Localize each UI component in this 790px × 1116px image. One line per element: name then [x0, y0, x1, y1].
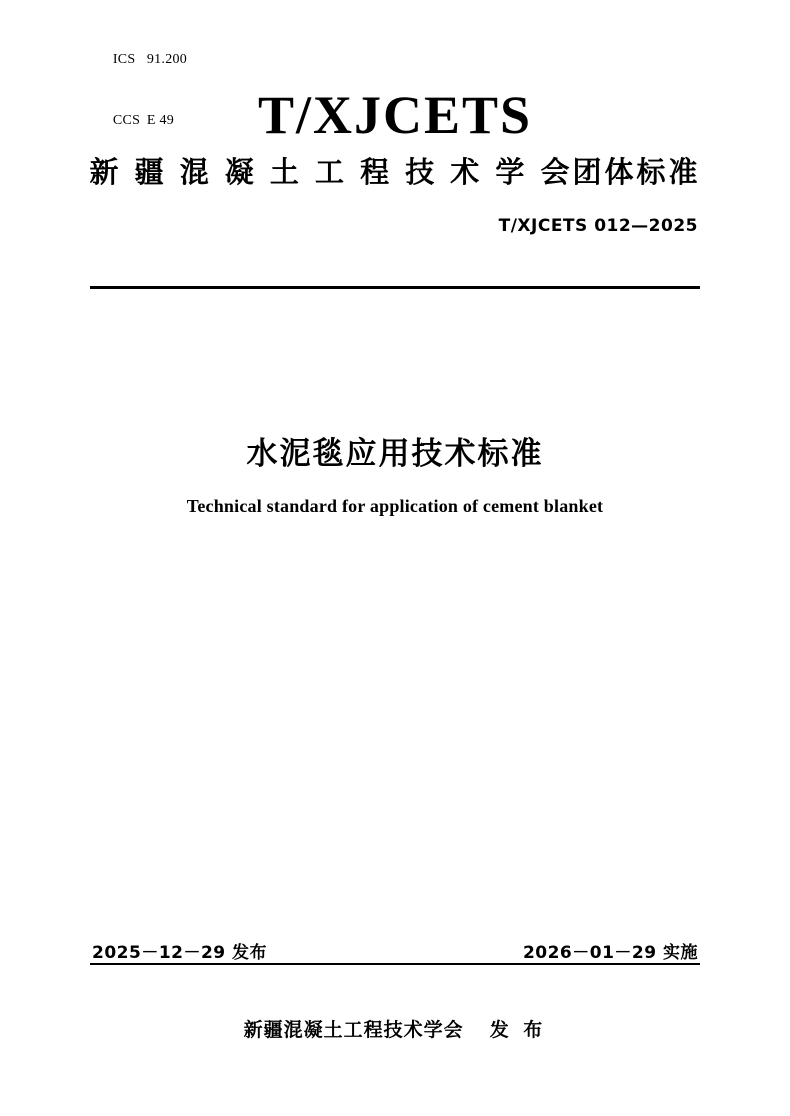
effective-date: 2026－01－29 实施: [522, 943, 698, 963]
issuing-body-line: 新 疆 混 凝 土 工 程 技 术 学 会团体标准: [89, 155, 701, 189]
standard-mark: T/XJCETS: [257, 85, 533, 145]
ccs-code-label: CCS: [112, 113, 141, 129]
ics-code-label: ICS: [112, 52, 136, 68]
publisher-verb: 发 布: [489, 1019, 547, 1041]
issue-date: 2025－12－29 发布: [92, 943, 268, 963]
ccs-code-value: E 49: [146, 113, 175, 129]
title-english: Technical standard for application of cement blanket: [186, 496, 604, 516]
footer-divider: [90, 963, 700, 965]
title-chinese: 水泥毯应用技术标准: [246, 436, 544, 472]
publisher-line: [0, 1015, 790, 1042]
header-divider: [90, 286, 700, 289]
ics-code-value: 91.200: [146, 52, 188, 68]
ics-code-row: [90, 30, 187, 91]
publisher-name: 新疆混凝土工程技术学会: [243, 1019, 464, 1041]
standard-number: T/XJCETS 012—2025: [498, 216, 698, 236]
